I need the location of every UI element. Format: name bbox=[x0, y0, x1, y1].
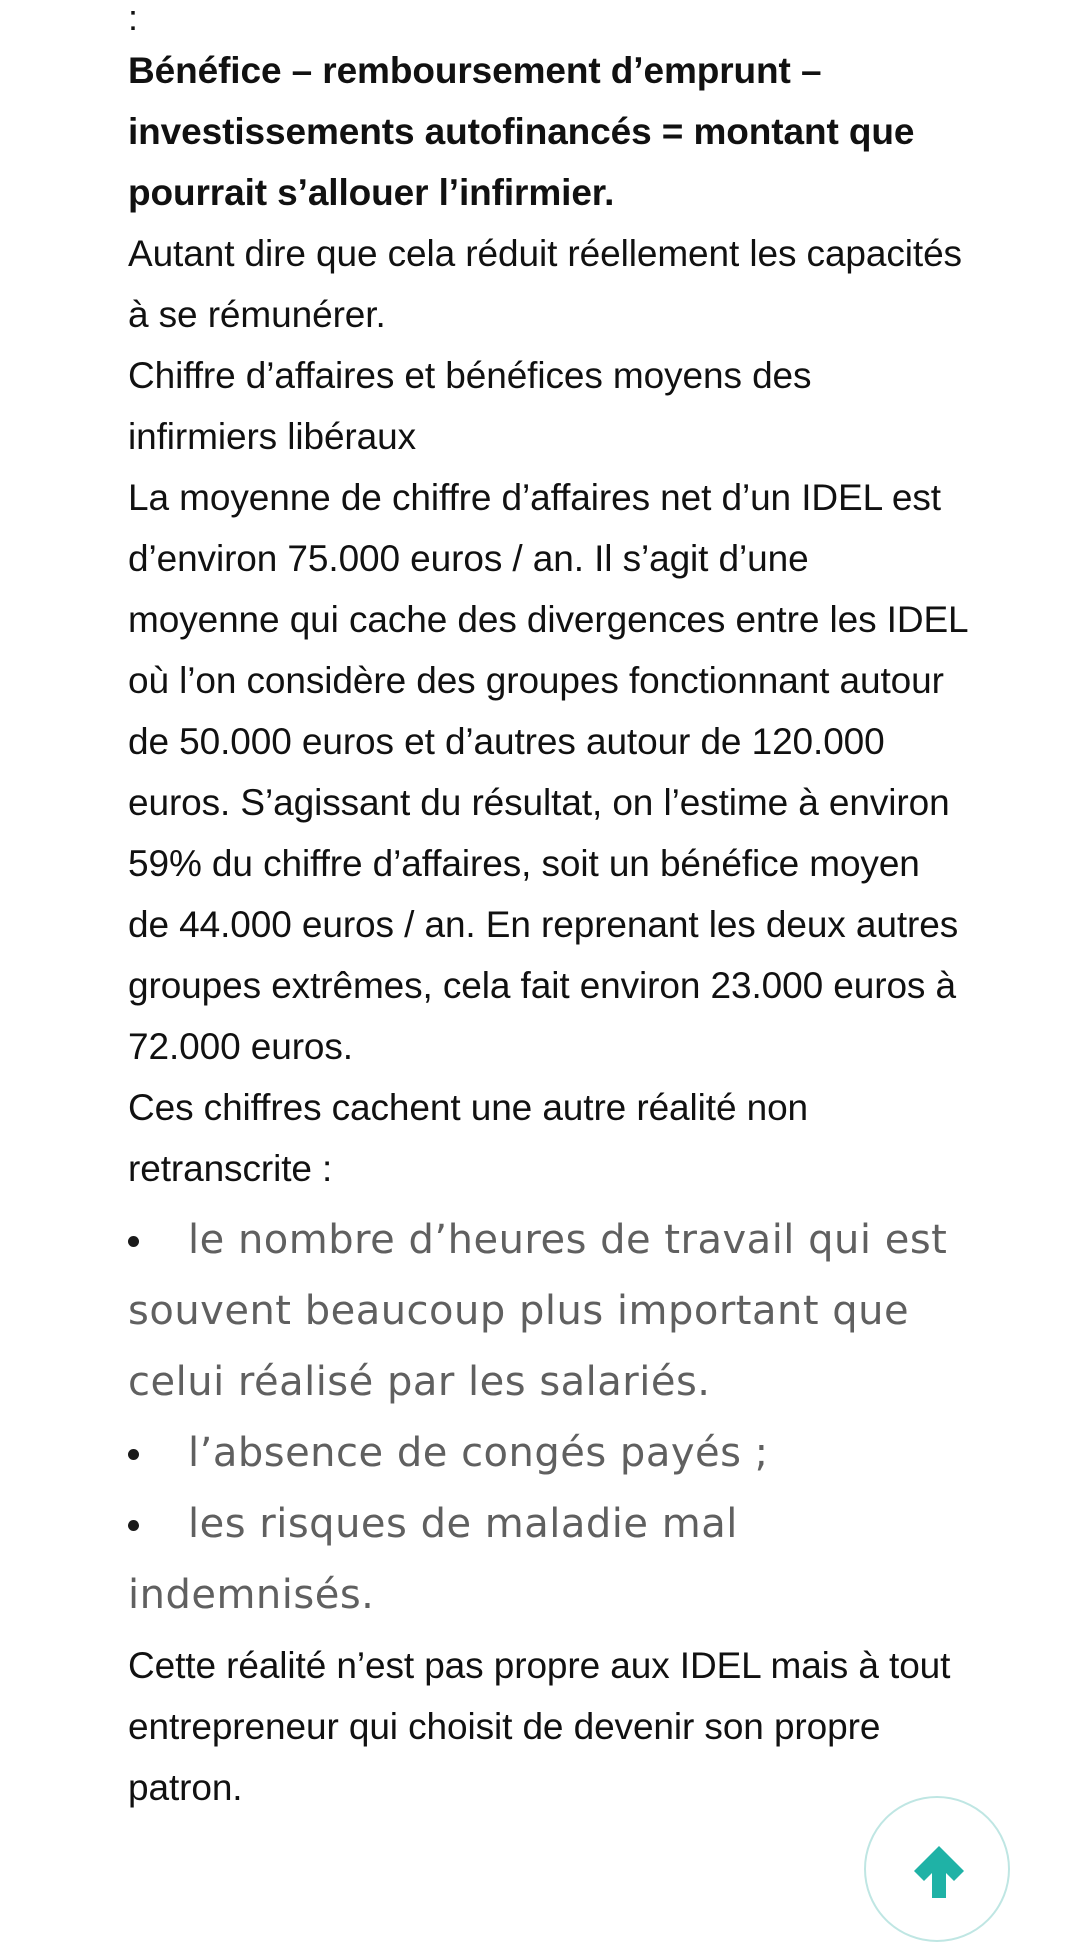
article-body bbox=[128, 0, 968, 1818]
paragraph-capacities: Autant dire que cela réduit réellement les capacités à se rémunérer. bbox=[128, 233, 962, 335]
list-item-text: le nombre d’heures de travail qui est souvent beaucoup plus important que celui réalisé par les salariés. bbox=[128, 1217, 948, 1405]
list-item bbox=[128, 1418, 968, 1489]
list-item bbox=[128, 1205, 968, 1418]
list-item-text: les risques de maladie mal indemnisés. bbox=[128, 1501, 738, 1618]
section-subheading: Chiffre d’affaires et bénéfices moyens des infirmiers libéraux bbox=[128, 355, 812, 457]
bullet-dot bbox=[128, 1236, 139, 1247]
paragraph-hidden-reality: Ces chiffres cachent une autre réalité non retranscrite : bbox=[128, 1087, 809, 1189]
formula-text: Bénéfice – remboursement d’emprunt – investissements autofinancés = montant que pourrait s’allouer l’infirmier. bbox=[128, 50, 915, 213]
paragraph-entrepreneur: Cette réalité n’est pas propre aux IDEL mais à tout entrepreneur qui choisit de devenir son propre patron. bbox=[128, 1645, 951, 1808]
scroll-to-top-button[interactable] bbox=[864, 1796, 1010, 1942]
bullet-list bbox=[128, 1205, 968, 1631]
list-item-text: l’absence de congés payés ; bbox=[188, 1430, 769, 1476]
paragraph-averages: La moyenne de chiffre d’affaires net d’un IDEL est d’environ 75.000 euros / an. Il s’agit d’une moyenne qui cache des divergences entre les IDEL où l’on considère des groupes fonctionnant autour de 50.000 euros et d’autres autour de 120.000 euros. S’agissant du résultat, on l’estime à environ 59% du chiffre d’affaires, soit un bénéfice moyen de 44.000 euros / an. En reprenant les deux autres groupes extrêmes, cela fait environ 23.000 euros à 72.000 euros. bbox=[128, 477, 968, 1067]
colon-line: : bbox=[128, 0, 139, 38]
list-item bbox=[128, 1489, 968, 1631]
bullet-dot bbox=[128, 1520, 139, 1531]
bullet-dot bbox=[128, 1449, 139, 1460]
arrow-up-icon bbox=[908, 1840, 970, 1902]
